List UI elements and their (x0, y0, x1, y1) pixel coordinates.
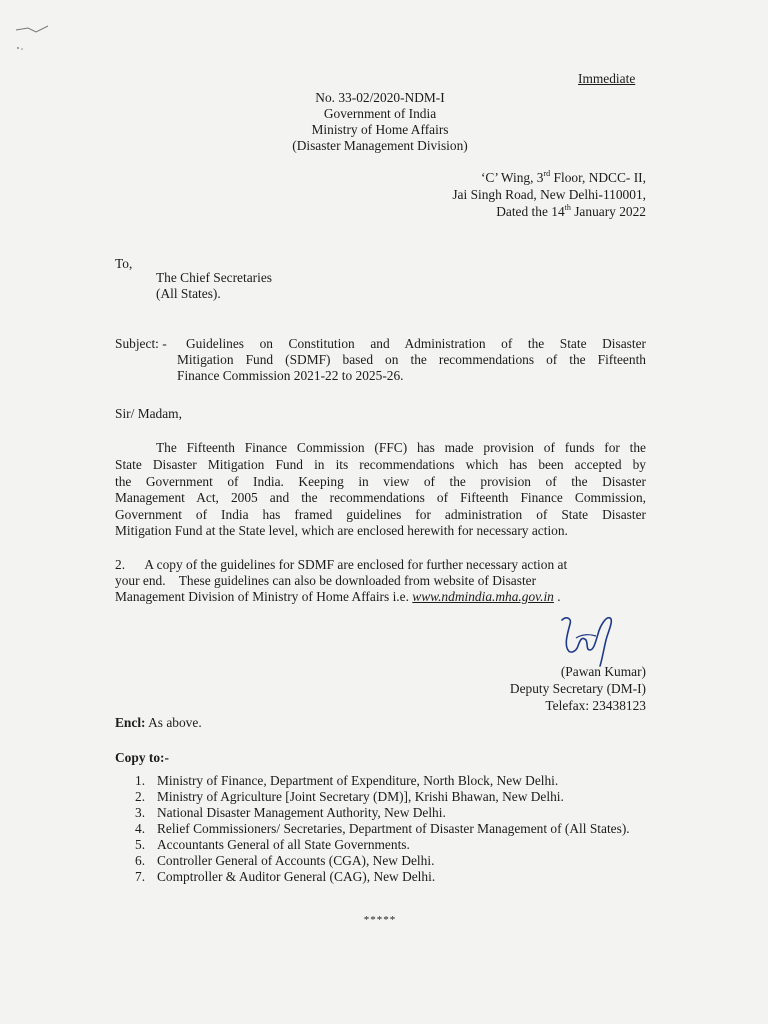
signatory-name: (Pawan Kumar) (560, 664, 646, 679)
list-item: 1. Ministry of Finance, Department of Expenditure, North Block, New Delhi. (135, 773, 559, 788)
address-line-2: Jai Singh Road, New Delhi-110001, (452, 187, 646, 202)
list-item: 6. Controller General of Accounts (CGA), New Delhi. (135, 853, 435, 868)
end-mark: ***** (363, 914, 397, 926)
list-item: 4. Relief Commissioners/ Secretaries, Department of Disaster Management of (All States). (135, 821, 630, 836)
para1-line-3: the Government of India. Keeping in view of the provision of the Disaster (115, 474, 646, 489)
subject-line-3: Finance Commission 2021-22 to 2025-26. (177, 368, 404, 383)
government-name: Government of India (323, 106, 437, 121)
website-link[interactable]: www.ndmindia.mha.gov.in (412, 589, 554, 604)
priority-label: Immediate (578, 71, 636, 86)
list-item: 7. Comptroller & Auditor General (CAG), New Delhi. (135, 869, 436, 884)
para1-line-6: Mitigation Fund at the State level, which are enclosed herewith for necessary action. (115, 523, 568, 538)
list-item: 3. National Disaster Management Authority, New Delhi. (135, 805, 446, 820)
signatory-designation: Deputy Secretary (DM-I) (509, 681, 646, 696)
signature-icon (556, 610, 626, 670)
letter-date: Dated the 14th January 2022 (496, 202, 646, 219)
salutation: Sir/ Madam, (115, 406, 182, 421)
copy-to-heading: Copy to:- (115, 750, 169, 765)
enclosure-note: Encl: As above. (115, 715, 202, 730)
para2-line-1: 2. A copy of the guidelines for SDMF are enclosed for further necessary action at (115, 557, 568, 572)
address-line-1: ‘C’ Wing, 3rd Floor, NDCC- II, (480, 168, 646, 185)
file-number: No. 33-02/2020-NDM-I (315, 90, 445, 105)
list-item: 2. Ministry of Agriculture [Joint Secretary (DM)], Krishi Bhawan, New Delhi. (135, 789, 564, 804)
to-label: To, (115, 256, 133, 271)
subject-line-1: Guidelines on Constitution and Administration of the State Disaster (186, 336, 646, 351)
list-item: 5. Accountants General of all State Governments. (135, 837, 410, 852)
para1-line-1: The Fifteenth Finance Commission (FFC) has made provision of funds for the (156, 440, 646, 455)
recipient-line-1: The Chief Secretaries (156, 270, 272, 285)
recipient-line-2: (All States). (156, 286, 221, 301)
para1-line-5: Government of India has framed guidelines for administration of State Disaster (115, 507, 646, 522)
subject-line-2: Mitigation Fund (SDMF) based on the recommendations of the Fifteenth (177, 352, 646, 367)
copy-to-list (115, 773, 650, 885)
para2-line-2: your end. These guidelines can also be downloaded from website of Disaster (115, 573, 537, 588)
division-name: (Disaster Management Division) (292, 138, 468, 153)
para2-line-3: Management Division of Ministry of Home Affairs i.e. www.ndmindia.mha.gov.in . (115, 589, 561, 604)
ministry-name: Ministry of Home Affairs (311, 122, 449, 137)
scan-speck-icon (10, 18, 60, 54)
para1-line-2: State Disaster Mitigation Fund in its recommendations which has been accepted by (115, 457, 646, 472)
signatory-telefax: Telefax: 23438123 (545, 698, 646, 713)
subject-label: Subject: - (115, 336, 167, 351)
para1-line-4: Management Act, 2005 and the recommendations of Fifteenth Finance Commission, (115, 490, 646, 505)
